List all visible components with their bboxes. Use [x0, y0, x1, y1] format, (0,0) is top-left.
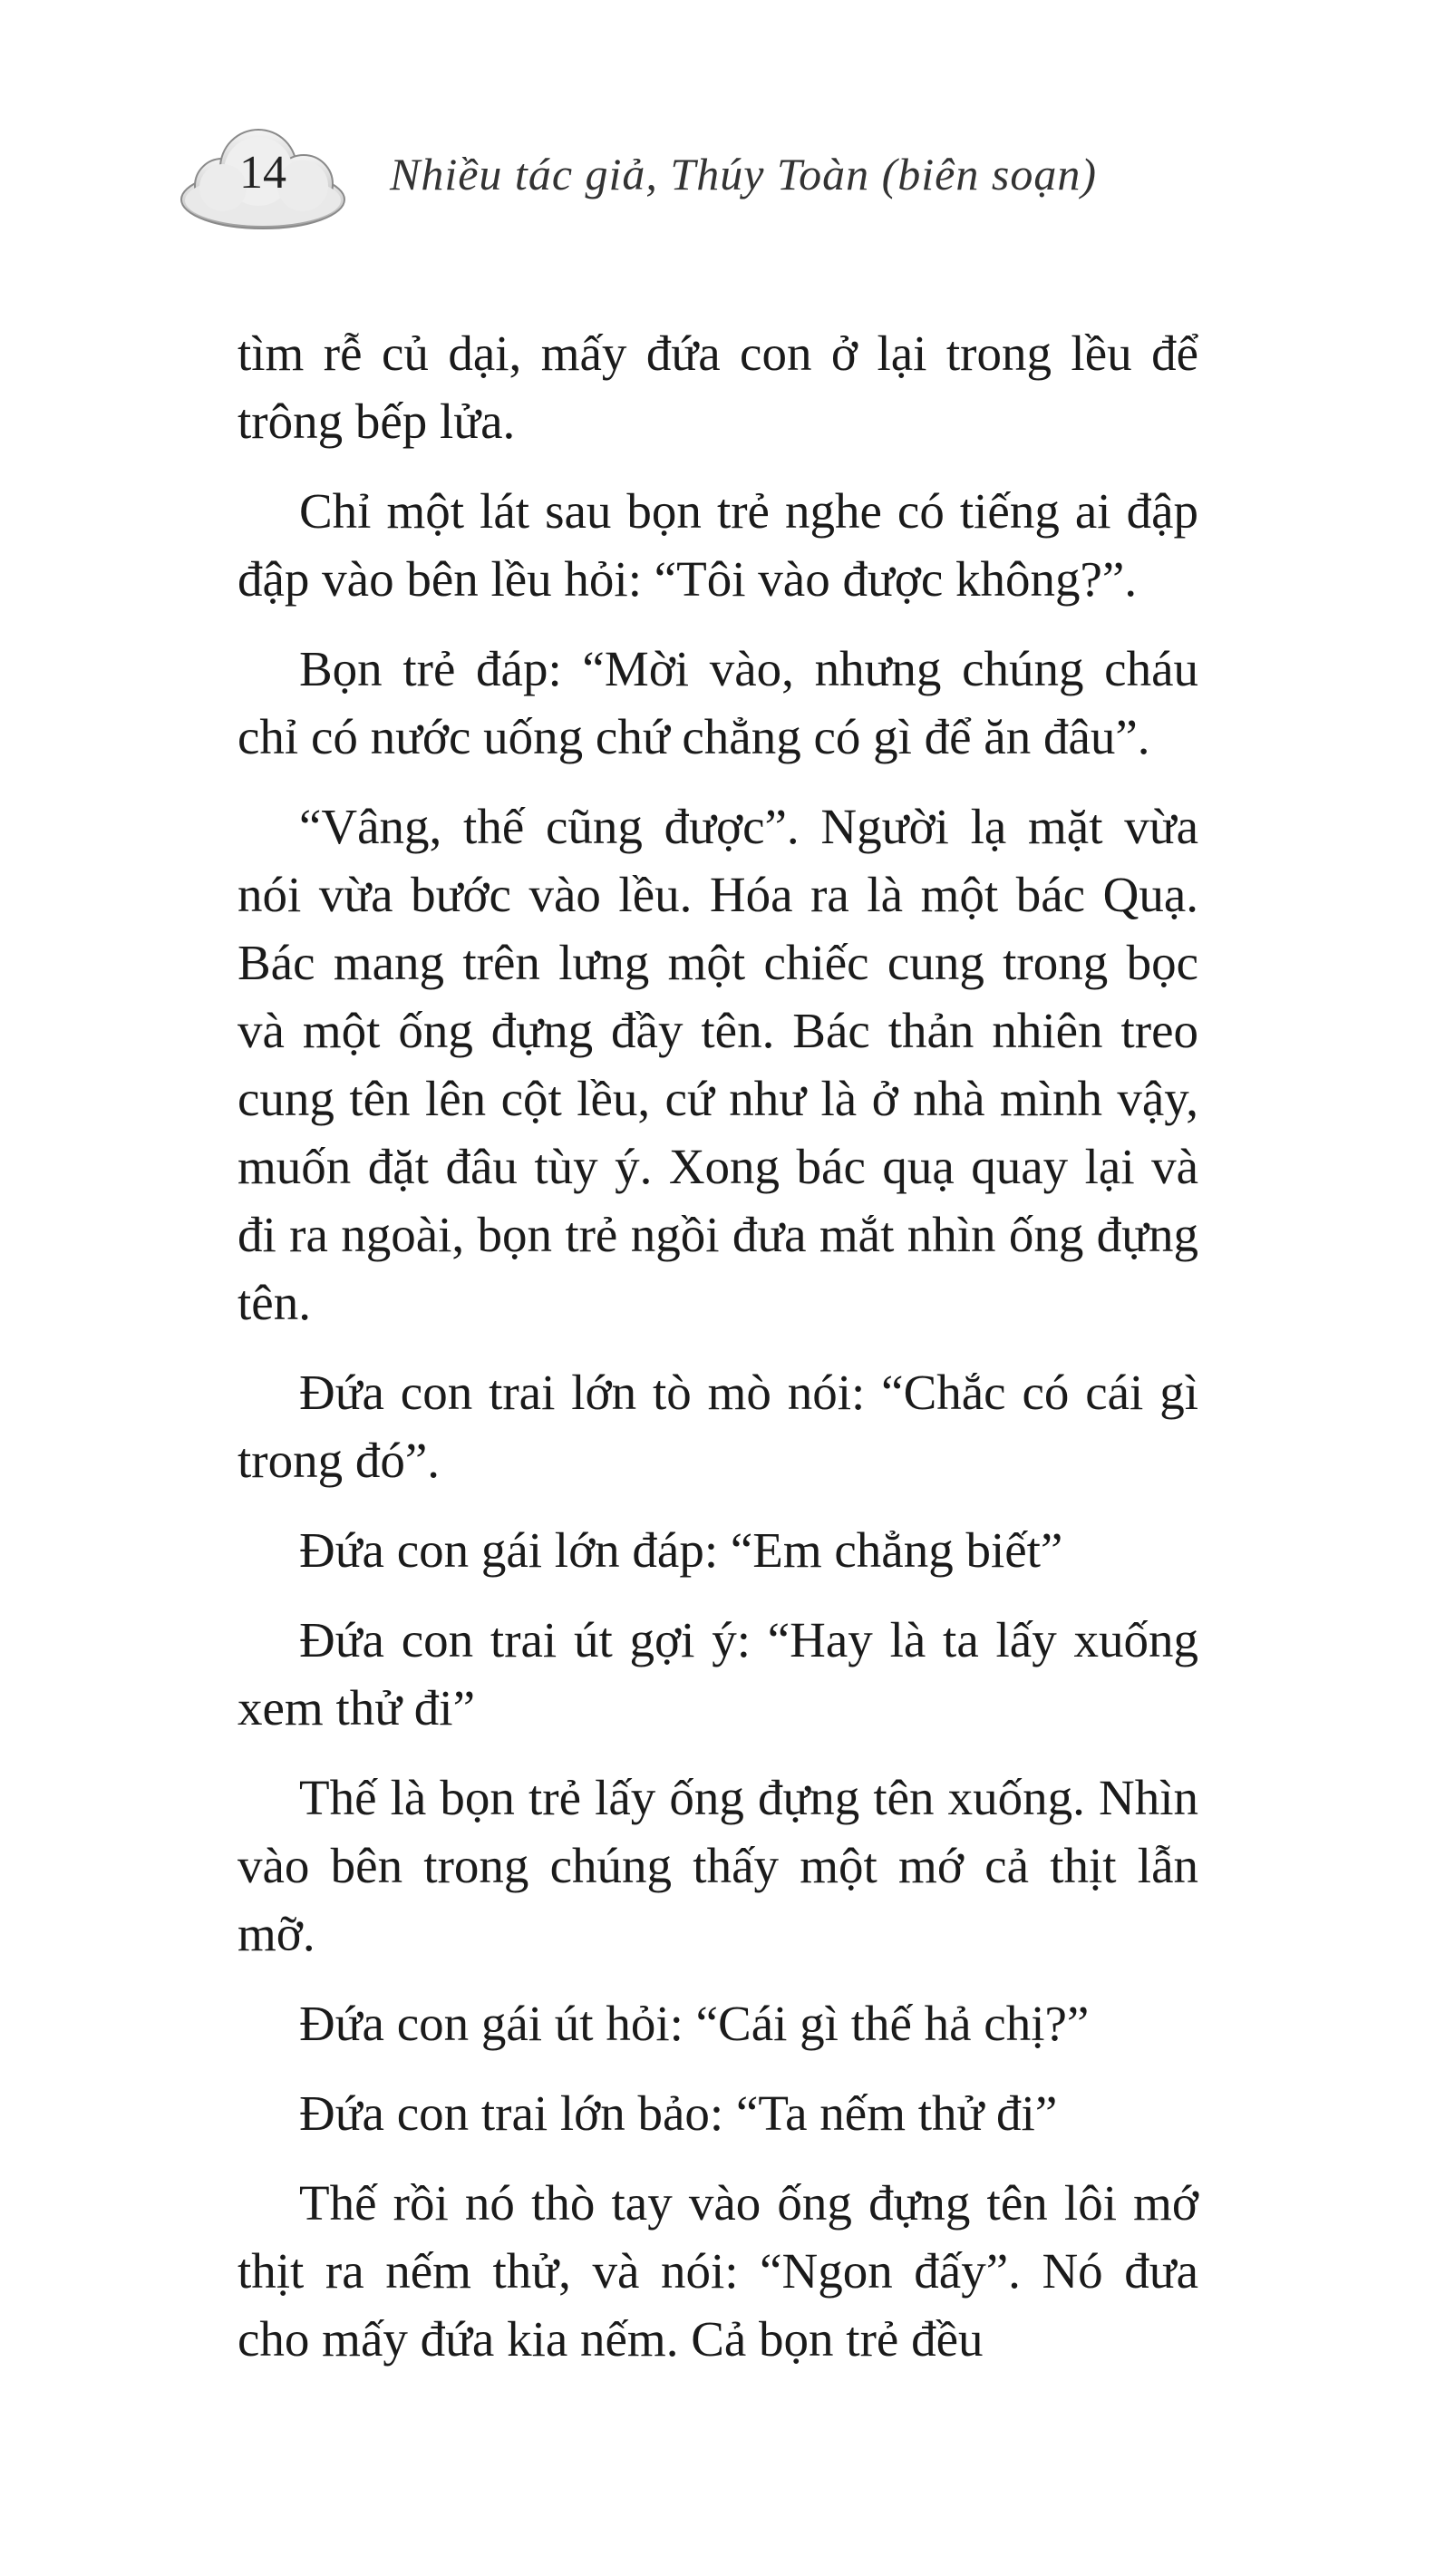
paragraph: Chỉ một lát sau bọn trẻ nghe có tiếng ai đập đập vào bên lều hỏi: “Tôi vào được không?”.	[238, 483, 1198, 607]
running-title: Nhiều tác giả, Thúy Toàn (biên soạn)	[390, 149, 1097, 199]
page-number: 14	[239, 147, 286, 199]
paragraph: Đứa con gái út hỏi: “Cái gì thế hả chị?”	[299, 1996, 1090, 2051]
paragraph: Đứa con trai út gợi ý: “Hay là ta lấy xuống xem thử đi”	[238, 1612, 1198, 1735]
paragraph: Đứa con gái lớn đáp: “Em chẳng biết”	[299, 1522, 1063, 1578]
paragraph: Thế rồi nó thò tay vào ống đựng tên lôi mớ thịt ra nếm thử, và nói: “Ngon đấy”. Nó đưa cho mấy đứa kia nếm. Cả bọn trẻ đều	[238, 2175, 1198, 2367]
paragraph: Thế là bọn trẻ lấy ống đựng tên xuống. Nhìn vào bên trong chúng thấy một mớ cả thịt lẫn mỡ.	[238, 1770, 1198, 1961]
paragraph: tìm rễ củ dại, mấy đứa con ở lại trong lều để trông bếp lửa.	[238, 326, 1198, 449]
paragraph: Bọn trẻ đáp: “Mời vào, nhưng chúng cháu chỉ có nước uống chứ chẳng có gì để ăn đâu”.	[238, 641, 1198, 764]
paragraph: Đứa con trai lớn bảo: “Ta nếm thử đi”	[299, 2085, 1058, 2141]
body-text	[238, 319, 1198, 2395]
paragraph: Đứa con trai lớn tò mò nói: “Chắc có cái gì trong đó”.	[238, 1365, 1198, 1488]
page-header	[172, 113, 1305, 249]
paragraph: “Vâng, thế cũng được”. Người lạ mặt vừa nói vừa bước vào lều. Hóa ra là một bác Quạ. Bác mang trên lưng một chiếc cung trong bọc và một ống đựng đầy tên. Bác thản nhiên treo cung tên lên cột lều, cứ như là ở nhà mình vậy, muốn đặt đâu tùy ý. Xong bác quạ quay lại và đi ra ngoài, bọn trẻ ngồi đưa mắt nhìn ống đựng tên.	[238, 799, 1198, 1330]
